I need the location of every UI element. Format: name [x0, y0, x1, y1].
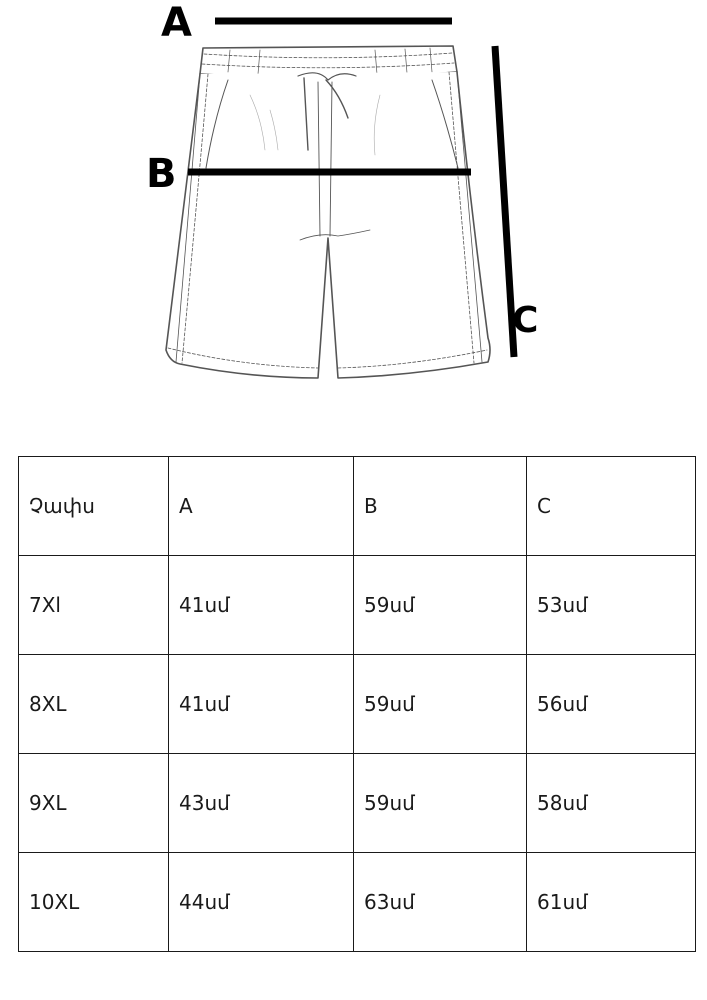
cell-a: 44սմ	[169, 853, 354, 952]
cell-size: 7Xl	[19, 556, 169, 655]
cell-b: 59սմ	[354, 754, 527, 853]
cell-c: 53սմ	[527, 556, 696, 655]
table-row	[19, 754, 696, 853]
header-a: A	[169, 457, 354, 556]
shorts-sketch	[166, 46, 490, 378]
cell-c: 61սմ	[527, 853, 696, 952]
cell-c: 58սմ	[527, 754, 696, 853]
header-c: C	[527, 457, 696, 556]
header-b: B	[354, 457, 527, 556]
cell-a: 43սմ	[169, 754, 354, 853]
cell-c: 56սմ	[527, 655, 696, 754]
shorts-measurement-diagram	[0, 0, 707, 400]
cell-a: 41սմ	[169, 655, 354, 754]
measure-label-a: A	[161, 0, 192, 46]
cell-b: 59սմ	[354, 556, 527, 655]
cell-a: 41սմ	[169, 556, 354, 655]
table-row	[19, 556, 696, 655]
cell-size: 8XL	[19, 655, 169, 754]
size-chart-table	[18, 456, 696, 952]
cell-b: 63սմ	[354, 853, 527, 952]
header-size: Չափս	[19, 457, 169, 556]
measure-label-c: C	[512, 300, 539, 341]
table-header-row	[19, 457, 696, 556]
cell-size: 10XL	[19, 853, 169, 952]
cell-b: 59սմ	[354, 655, 527, 754]
measure-label-b: B	[146, 151, 177, 197]
cell-size: 9XL	[19, 754, 169, 853]
table-row	[19, 655, 696, 754]
table-row	[19, 853, 696, 952]
